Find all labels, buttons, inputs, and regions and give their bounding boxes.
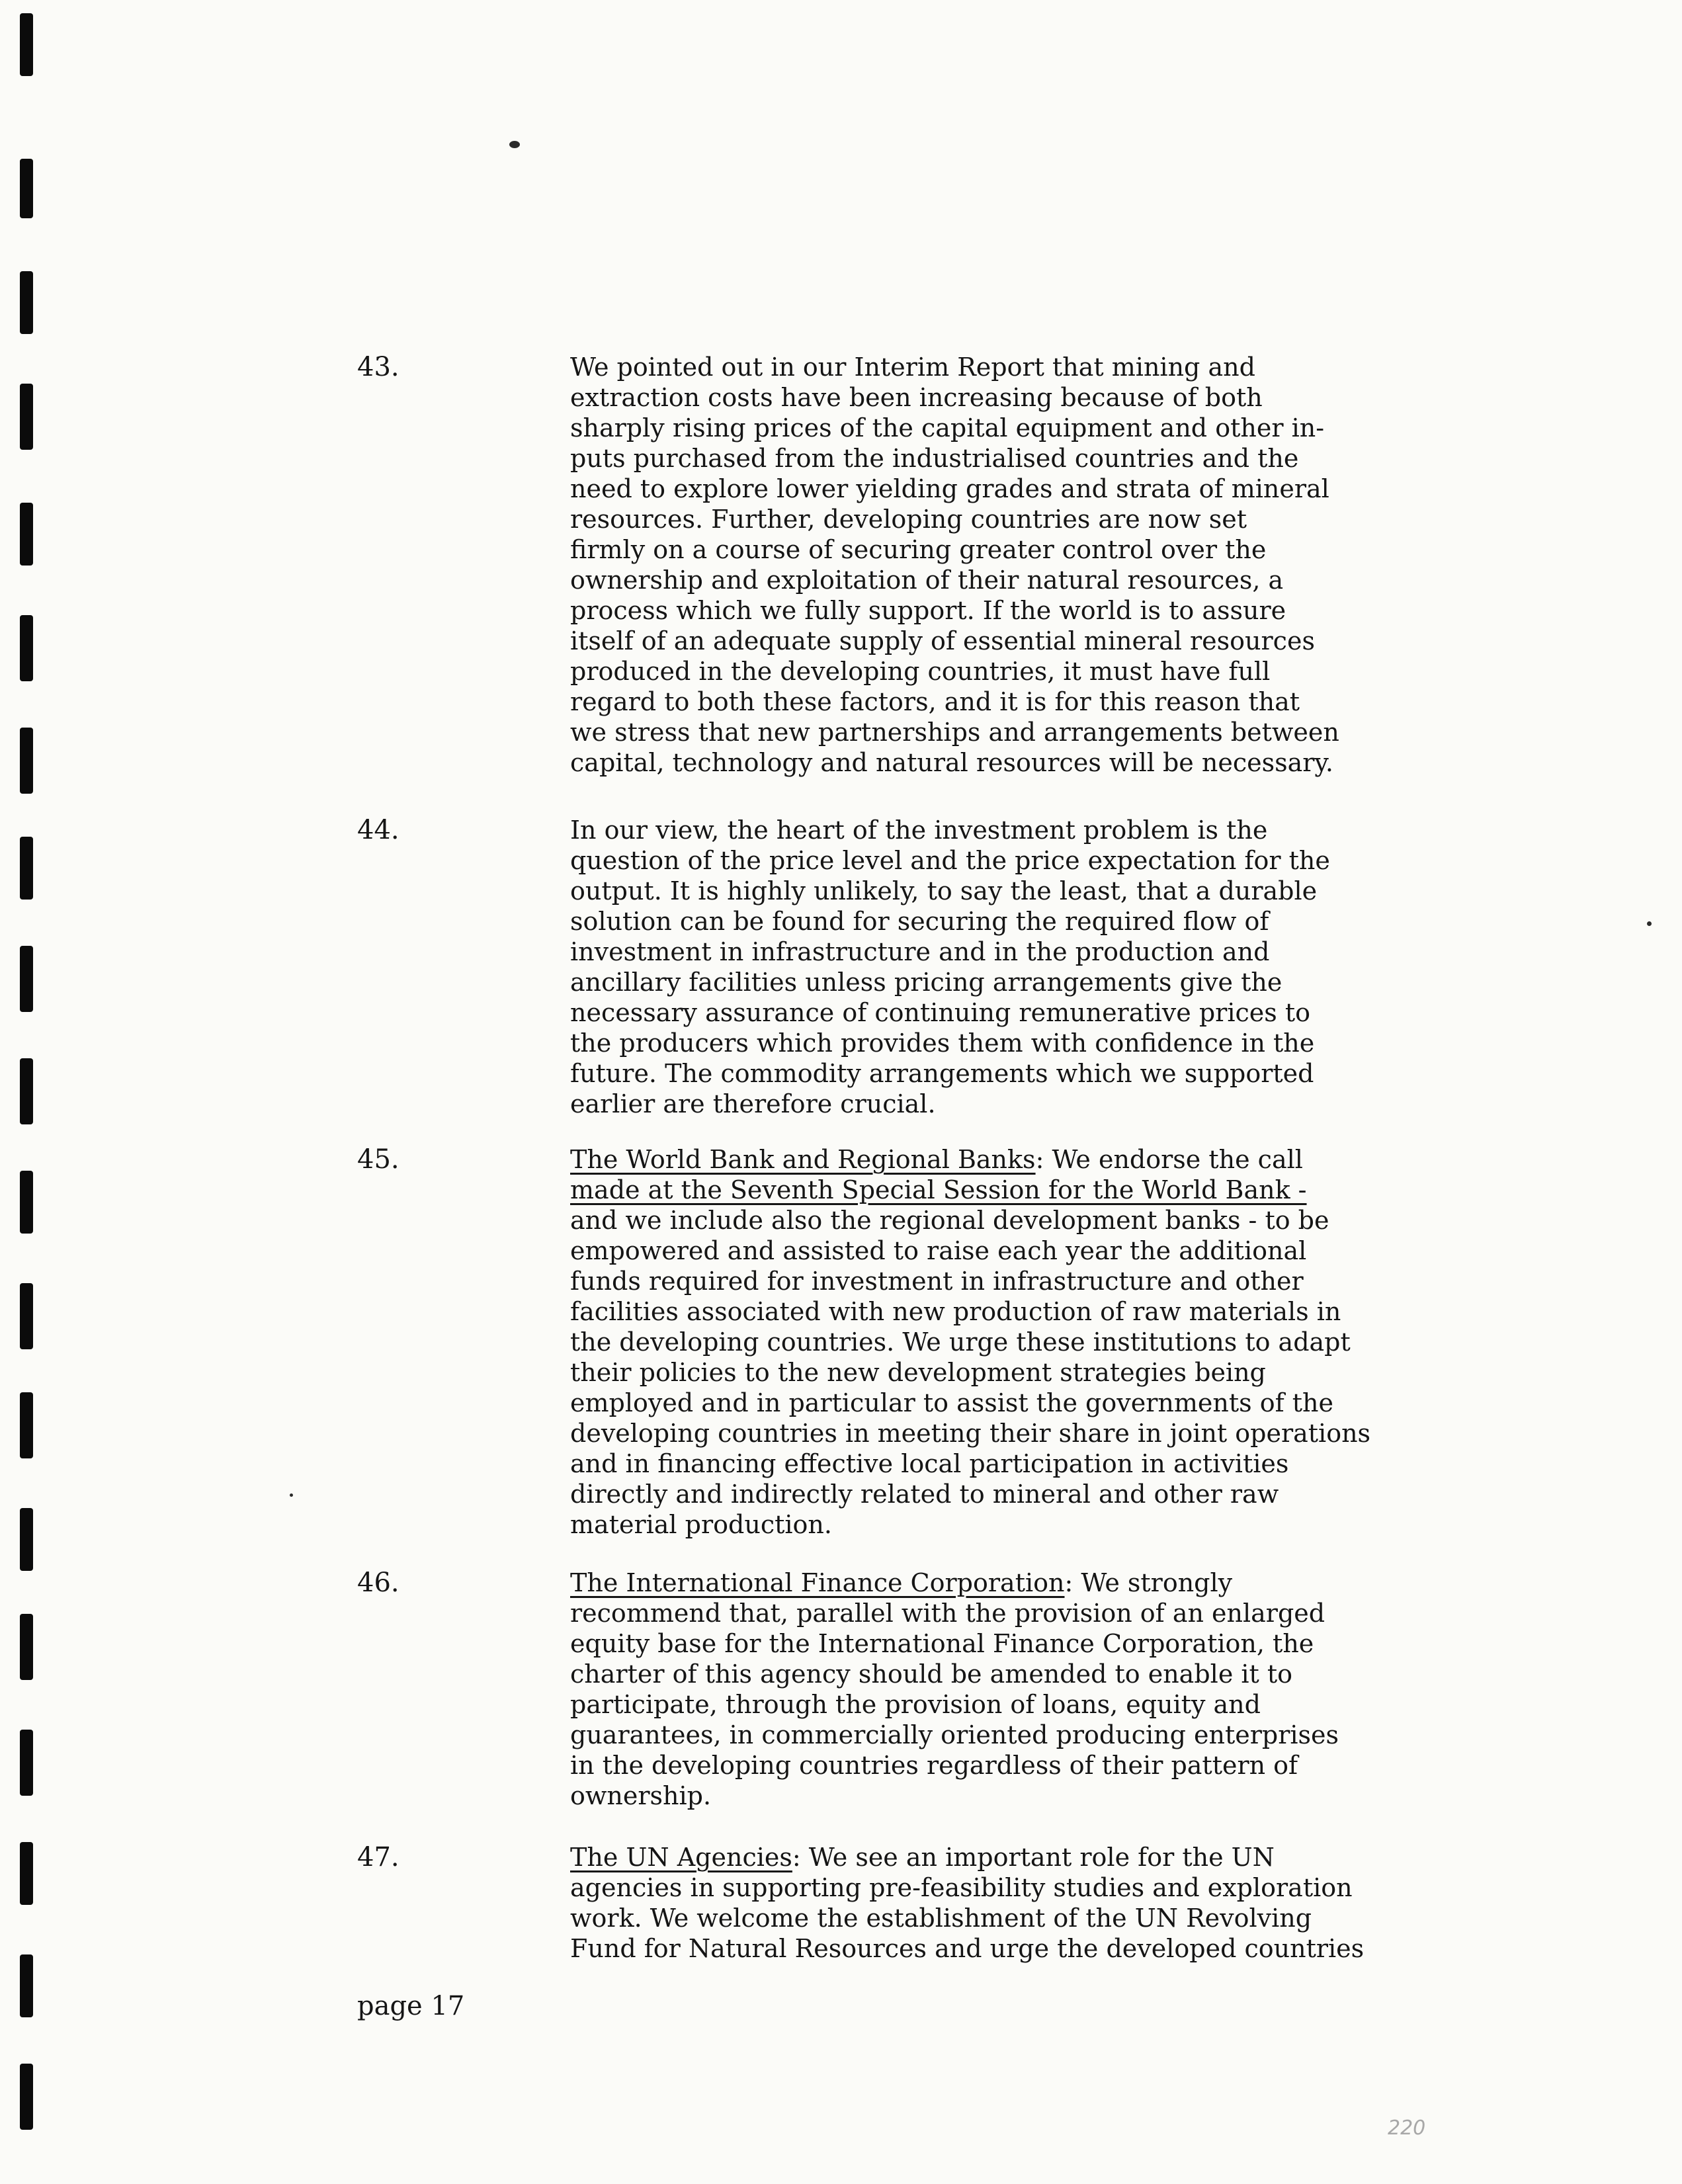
page-number: page 17: [357, 1991, 465, 2021]
binding-hole: [20, 1392, 33, 1458]
binding-hole: [20, 271, 33, 334]
text-line: [570, 1144, 1682, 1175]
binding-hole: [20, 1730, 33, 1796]
text-line: puts purchased from the industrialised countries and the: [570, 444, 1299, 473]
text-line: material production.: [570, 1510, 832, 1539]
text-line: charter of this agency should be amended to enable it to: [570, 1659, 1293, 1689]
text-line: the producers which provides them with confidence in the: [570, 1029, 1315, 1058]
paragraph-heading: The UN Agencies: [570, 1843, 792, 1872]
binding-hole: [20, 1954, 33, 2017]
binding-hole: [20, 503, 33, 566]
text-line: funds required for investment in infrastructure and other: [570, 1267, 1304, 1296]
pencil-annotation: 220: [1388, 2117, 1426, 2140]
text-line: firmly on a course of securing greater control over the: [570, 535, 1267, 564]
text-line: facilities associated with new production of raw materials in: [570, 1297, 1341, 1326]
text-line: process which we fully support. If the world is to assure: [570, 596, 1286, 625]
text-line: ownership.: [570, 1781, 712, 1810]
text-line: sharply rising prices of the capital equipment and other in-: [570, 413, 1325, 442]
text-line: and in financing effective local participation in activities: [570, 1449, 1289, 1478]
text-line: itself of an adequate supply of essential mineral resources: [570, 626, 1315, 655]
binding-hole: [20, 384, 33, 450]
text-line: in the developing countries regardless of their pattern of: [570, 1751, 1298, 1780]
paragraph-number: 47.: [357, 1842, 399, 1872]
text-line: empowered and assisted to raise each year the additional: [570, 1236, 1307, 1265]
binding-holes: [20, 0, 40, 2184]
paragraph-body: [570, 815, 1682, 1119]
paragraph-body: [570, 1144, 1682, 1540]
binding-hole: [20, 1614, 33, 1680]
text-line: We pointed out in our Interim Report that mining and: [570, 353, 1255, 382]
text-line: extraction costs have been increasing because of both: [570, 383, 1263, 412]
text-line: we stress that new partnerships and arrangements between: [570, 718, 1339, 747]
text-line: question of the price level and the price expectation for the: [570, 846, 1330, 875]
binding-hole: [20, 837, 33, 900]
text-line: earlier are therefore crucial.: [570, 1089, 936, 1118]
paragraph-number: 45.: [357, 1144, 399, 1175]
text-line: capital, technology and natural resources will be necessary.: [570, 748, 1333, 777]
binding-hole: [20, 1283, 33, 1349]
text-line: Fund for Natural Resources and urge the developed countries: [570, 1934, 1365, 1963]
text-line: and we include also the regional development banks - to be: [570, 1206, 1329, 1235]
text-line: regard to both these factors, and it is for this reason that: [570, 687, 1300, 716]
text-line: [570, 1568, 1682, 1598]
text-line: developing countries in meeting their share in joint operations: [570, 1419, 1371, 1448]
text-line: ancillary facilities unless pricing arrangements give the: [570, 968, 1283, 997]
text-line: output. It is highly unlikely, to say the least, that a durable: [570, 876, 1318, 905]
text-line: equity base for the International Finance Corporation, the: [570, 1629, 1314, 1658]
paragraph-number: 43.: [357, 352, 399, 382]
text-line: [570, 1842, 1682, 1872]
text-line: necessary assurance of continuing remunerative prices to: [570, 998, 1310, 1027]
binding-hole: [20, 1171, 33, 1234]
text-line: made at the Seventh Special Session for the World Bank -: [570, 1175, 1307, 1204]
paragraph-number: 44.: [357, 815, 399, 845]
text-line: ownership and exploitation of their natural resources, a: [570, 566, 1284, 595]
text-line: recommend that, parallel with the provision of an enlarged: [570, 1599, 1325, 1628]
text-line: employed and in particular to assist the governments of the: [570, 1388, 1333, 1417]
paragraph-body: [570, 1568, 1682, 1811]
binding-hole: [20, 946, 33, 1012]
text-line: guarantees, in commercially oriented producing enterprises: [570, 1720, 1339, 1749]
text-line: work. We welcome the establishment of the UN Revolving: [570, 1904, 1312, 1933]
text-line: resources. Further, developing countries are now set: [570, 505, 1247, 534]
text-line: need to explore lower yielding grades and strata of mineral: [570, 474, 1329, 503]
text-line: produced in the developing countries, it must have full: [570, 657, 1271, 686]
text-line: In our view, the heart of the investment problem is the: [570, 816, 1268, 845]
binding-hole: [20, 1058, 33, 1124]
heading-continuation: : We strongly: [1064, 1568, 1233, 1597]
paragraph-heading: The International Finance Corporation: [570, 1568, 1065, 1597]
text-line: participate, through the provision of loans, equity and: [570, 1690, 1261, 1719]
binding-hole: [20, 1508, 33, 1571]
paragraph-body: [570, 1842, 1682, 1964]
binding-hole: [20, 159, 33, 218]
text-line: directly and indirectly related to mineral and other raw: [570, 1480, 1279, 1509]
binding-hole: [20, 2064, 33, 2130]
heading-continuation: : We endorse the call: [1035, 1145, 1303, 1174]
text-line: solution can be found for securing the required flow of: [570, 907, 1269, 936]
binding-hole: [20, 728, 33, 794]
paragraph-number: 46.: [357, 1568, 399, 1598]
text-line: the developing countries. We urge these institutions to adapt: [570, 1327, 1351, 1357]
text-line: investment in infrastructure and in the production and: [570, 937, 1270, 966]
text-line: future. The commodity arrangements which we supported: [570, 1059, 1314, 1088]
paragraph-body: [570, 352, 1682, 778]
heading-continuation: : We see an important role for the UN: [792, 1843, 1275, 1872]
paragraph-heading: The World Bank and Regional Banks: [570, 1145, 1036, 1174]
ink-spot: [290, 1493, 293, 1497]
ink-spot: [509, 141, 520, 148]
text-line: their policies to the new development strategies being: [570, 1358, 1266, 1387]
text-line: agencies in supporting pre-feasibility studies and exploration: [570, 1873, 1353, 1902]
binding-hole: [20, 615, 33, 681]
binding-hole: [20, 1842, 33, 1905]
binding-hole: [20, 13, 33, 76]
